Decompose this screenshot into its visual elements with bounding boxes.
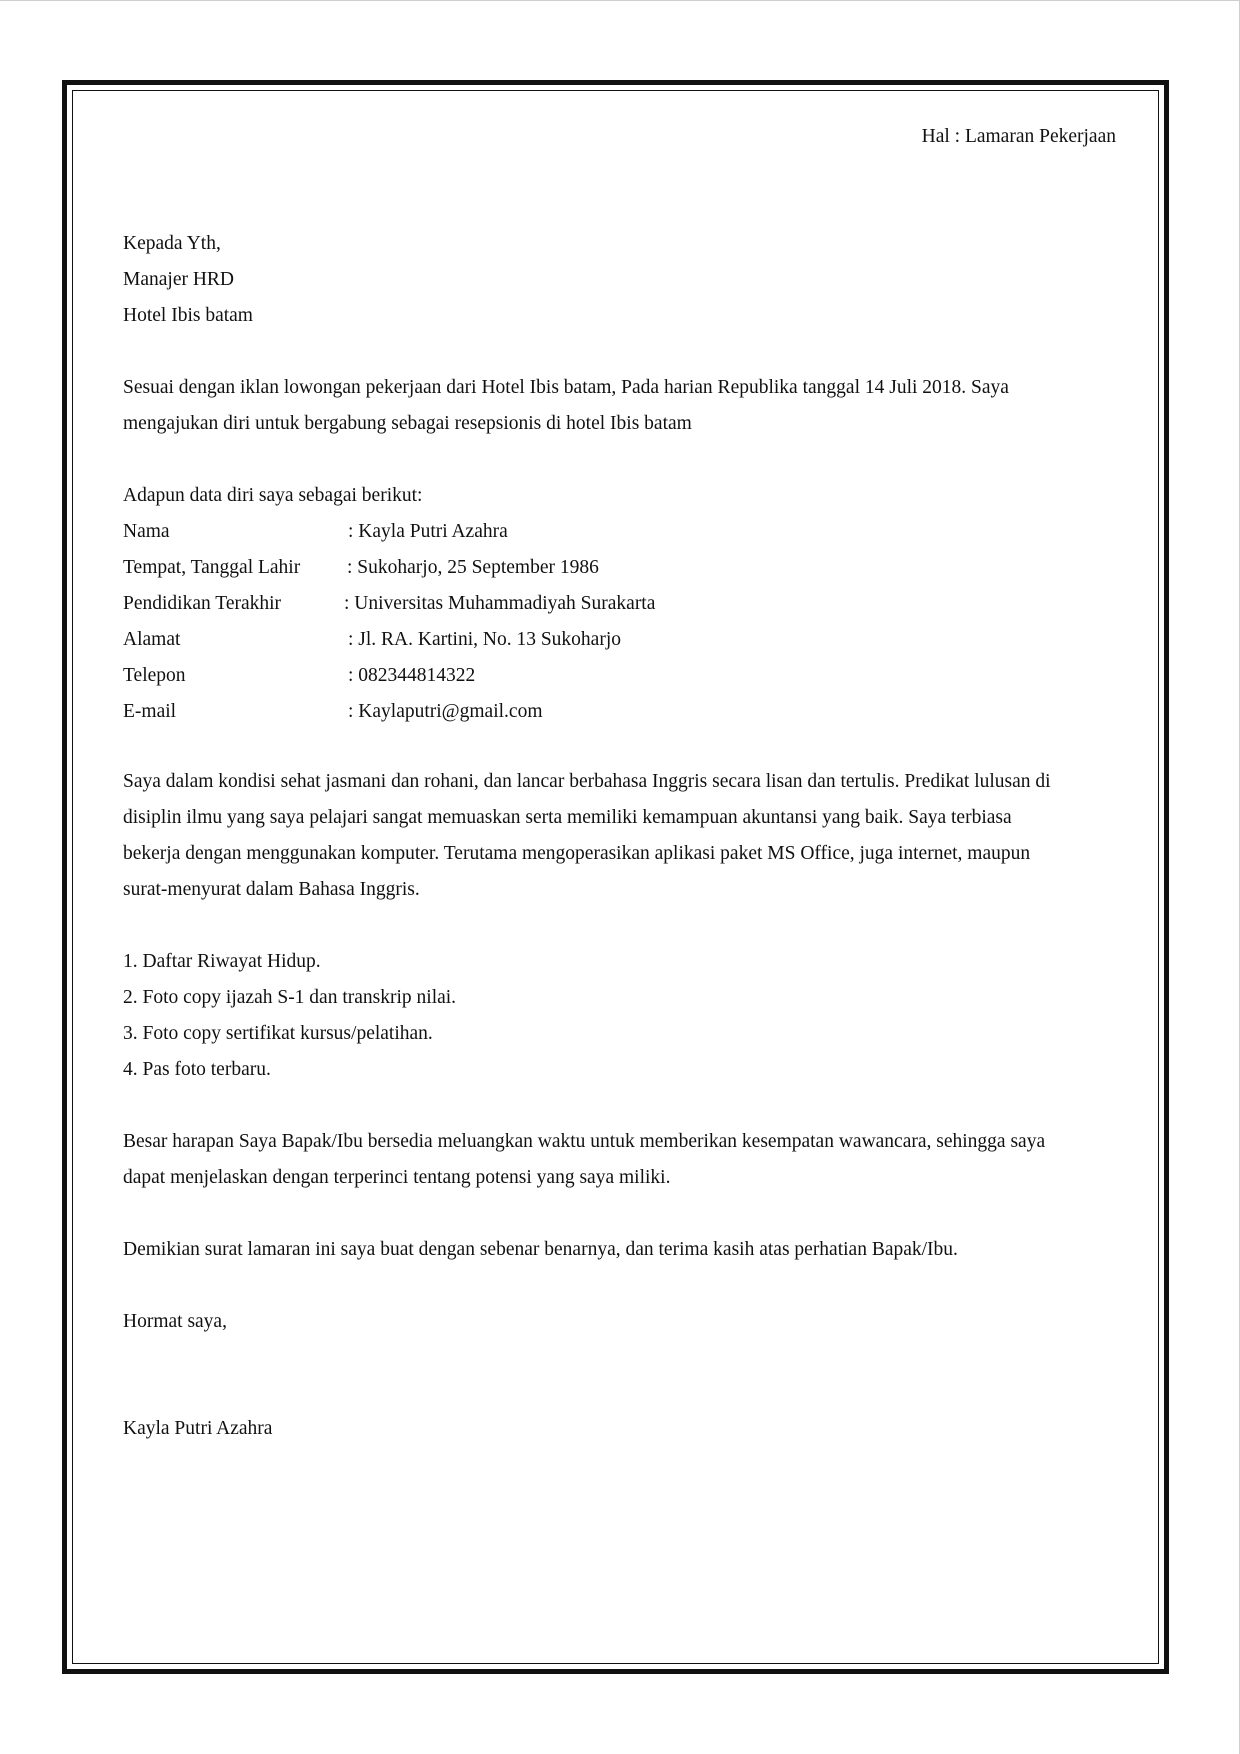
salutation: Hormat saya, xyxy=(123,1311,227,1332)
attachment-item-4: 4. Pas foto terbaru. xyxy=(123,1059,271,1080)
recipient-company: Hotel Ibis batam xyxy=(123,305,253,326)
field-value-email: : Kaylaputri@gmail.com xyxy=(348,701,543,722)
field-value-name: : Kayla Putri Azahra xyxy=(348,521,508,542)
field-label-email: E-mail xyxy=(123,701,177,722)
field-value-address: : Jl. RA. Kartini, No. 13 Sukoharjo xyxy=(348,629,621,650)
field-value-birth: : Sukoharjo, 25 September 1986 xyxy=(347,557,599,578)
field-label-name: Nama xyxy=(123,521,170,542)
recipient-greeting: Kepada Yth, xyxy=(123,233,221,254)
qualification-line-4: surat-menyurat dalam Bahasa Inggris. xyxy=(123,879,420,900)
qualification-line-3: bekerja dengan menggunakan komputer. Terutama mengoperasikan aplikasi paket MS Office, juga internet, maupun xyxy=(123,843,1031,864)
intro-line-1: Sesuai dengan iklan lowongan pekerjaan dari Hotel Ibis batam, Pada harian Republika tanggal 14 Juli 2018. Saya xyxy=(123,377,1009,398)
personal-data-heading: Adapun data diri saya sebagai berikut: xyxy=(123,485,423,506)
field-value-education: : Universitas Muhammadiyah Surakarta xyxy=(344,593,656,614)
field-label-education: Pendidikan Terakhir xyxy=(123,593,282,614)
recipient-position: Manajer HRD xyxy=(123,269,235,290)
attachment-item-1: 1. Daftar Riwayat Hidup. xyxy=(123,951,321,972)
qualification-line-2: disiplin ilmu yang saya pelajari sangat memuaskan serta memiliki kemampuan akuntansi yang baik. Saya terbiasa xyxy=(123,807,1012,828)
field-label-birth: Tempat, Tanggal Lahir xyxy=(123,557,301,578)
field-value-phone: : 082344814322 xyxy=(348,665,476,686)
attachment-item-2: 2. Foto copy ijazah S-1 dan transkrip nilai. xyxy=(123,987,457,1008)
closing-statement: Demikian surat lamaran ini saya buat dengan sebenar benarnya, dan terima kasih atas perhatian Bapak/Ibu. xyxy=(123,1239,958,1260)
attachment-item-3: 3. Foto copy sertifikat kursus/pelatihan. xyxy=(123,1023,433,1044)
letter-subject: Hal : Lamaran Pekerjaan xyxy=(921,126,1116,147)
qualification-line-1: Saya dalam kondisi sehat jasmani dan rohani, dan lancar berbahasa Inggris secara lisan dan tertulis. Predikat lulusan di xyxy=(123,771,1051,792)
field-label-phone: Telepon xyxy=(123,665,186,686)
hope-line-1: Besar harapan Saya Bapak/Ibu bersedia meluangkan waktu untuk memberikan kesempatan wawancara, sehingga saya xyxy=(123,1131,1046,1152)
intro-line-2: mengajukan diri untuk bergabung sebagai resepsionis di hotel Ibis batam xyxy=(123,413,692,434)
signature-name: Kayla Putri Azahra xyxy=(123,1418,273,1439)
field-label-address: Alamat xyxy=(123,629,181,650)
hope-line-2: dapat menjelaskan dengan terperinci tentang potensi yang saya miliki. xyxy=(123,1167,671,1188)
